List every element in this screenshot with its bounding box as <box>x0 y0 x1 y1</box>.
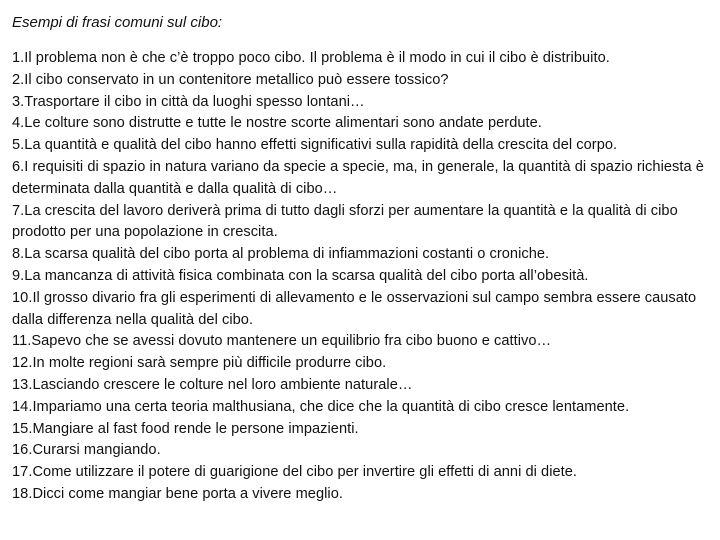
list-item <box>12 331 712 353</box>
item-text: La crescita del lavoro deriverà prima di tutto dagli sforzi per aumentare la quantità e la qualità di cibo prodotto per una popolazione in crescita. <box>12 202 678 241</box>
item-number: 9. <box>12 267 25 284</box>
item-number: 18. <box>12 485 33 502</box>
item-number: 16. <box>12 442 33 459</box>
item-number: 8. <box>12 246 25 263</box>
item-number: 3. <box>12 93 25 110</box>
item-number: 2. <box>12 71 25 88</box>
item-number: 11. <box>12 333 32 350</box>
item-text: Impariamo una certa teoria malthusiana, che dice che la quantità di cibo cresce lentamente. <box>32 398 630 415</box>
list-item <box>12 70 712 92</box>
sentence-list <box>12 48 712 506</box>
item-number: 7. <box>12 202 25 219</box>
item-number: 5. <box>12 137 25 154</box>
item-text: Il problema non è che c’è troppo poco cibo. Il problema è il modo in cui il cibo è distribuito. <box>24 50 610 66</box>
list-item <box>12 375 712 397</box>
list-item <box>12 266 712 288</box>
item-text: Curarsi mangiando. <box>32 442 161 459</box>
list-item <box>12 244 712 266</box>
item-number: 13. <box>12 376 33 393</box>
page-title: Esempi di frasi comuni sul cibo: <box>12 14 223 31</box>
item-text: Lasciando crescere le colture nel loro ambiente naturale… <box>32 376 413 393</box>
item-text: Come utilizzare il potere di guarigione del cibo per invertire gli effetti di anni di diete. <box>32 464 578 481</box>
item-number: 14. <box>12 398 33 415</box>
list-item <box>12 135 712 157</box>
item-text: I requisiti di spazio in natura variano da specie a specie, ma, in generale, la quantità di spazio richiesta è determinata dalla quantità e dalla qualità di cibo… <box>12 158 704 197</box>
item-number: 1. <box>12 50 25 66</box>
item-text: La quantità e qualità del cibo hanno effetti significativi sulla rapidità della crescita del corpo. <box>24 137 618 154</box>
item-text: Trasportare il cibo in città da luoghi spesso lontani… <box>24 93 365 110</box>
item-text: Il cibo conservato in un contenitore metallico può essere tossico? <box>24 71 449 88</box>
list-item <box>12 419 712 441</box>
list-item <box>12 288 712 332</box>
list-item <box>12 113 712 135</box>
list-item <box>12 462 712 484</box>
item-text: In molte regioni sarà sempre più difficile produrre cibo. <box>32 355 387 372</box>
list-item <box>12 484 712 506</box>
list-item <box>12 440 712 462</box>
item-text: Mangiare al fast food rende le persone impazienti. <box>32 420 359 437</box>
item-text: Il grosso divario fra gli esperimenti di allevamento e le osservazioni sul campo sembra essere causato dalla differenza nella qualità del cibo. <box>12 289 697 328</box>
list-item <box>12 92 712 114</box>
item-number: 12. <box>12 355 33 372</box>
item-text: Le colture sono distrutte e tutte le nostre scorte alimentari sono andate perdute. <box>24 115 542 132</box>
list-item <box>12 48 712 70</box>
item-text: La scarsa qualità del cibo porta al problema di infiammazioni costanti o croniche. <box>24 246 550 263</box>
item-text: La mancanza di attività fisica combinata con la scarsa qualità del cibo porta all’obesità. <box>24 267 589 284</box>
item-number: 4. <box>12 115 25 132</box>
item-number: 10. <box>12 289 33 306</box>
item-number: 17. <box>12 464 33 481</box>
list-item <box>12 397 712 419</box>
list-item <box>12 353 712 375</box>
list-item <box>12 157 712 201</box>
item-number: 15. <box>12 420 33 437</box>
item-number: 6. <box>12 158 25 175</box>
item-text: Dicci come mangiar bene porta a vivere meglio. <box>32 485 343 502</box>
list-item <box>12 201 712 245</box>
item-text: Sapevo che se avessi dovuto mantenere un equilibrio fra cibo buono e cattivo… <box>31 333 552 350</box>
